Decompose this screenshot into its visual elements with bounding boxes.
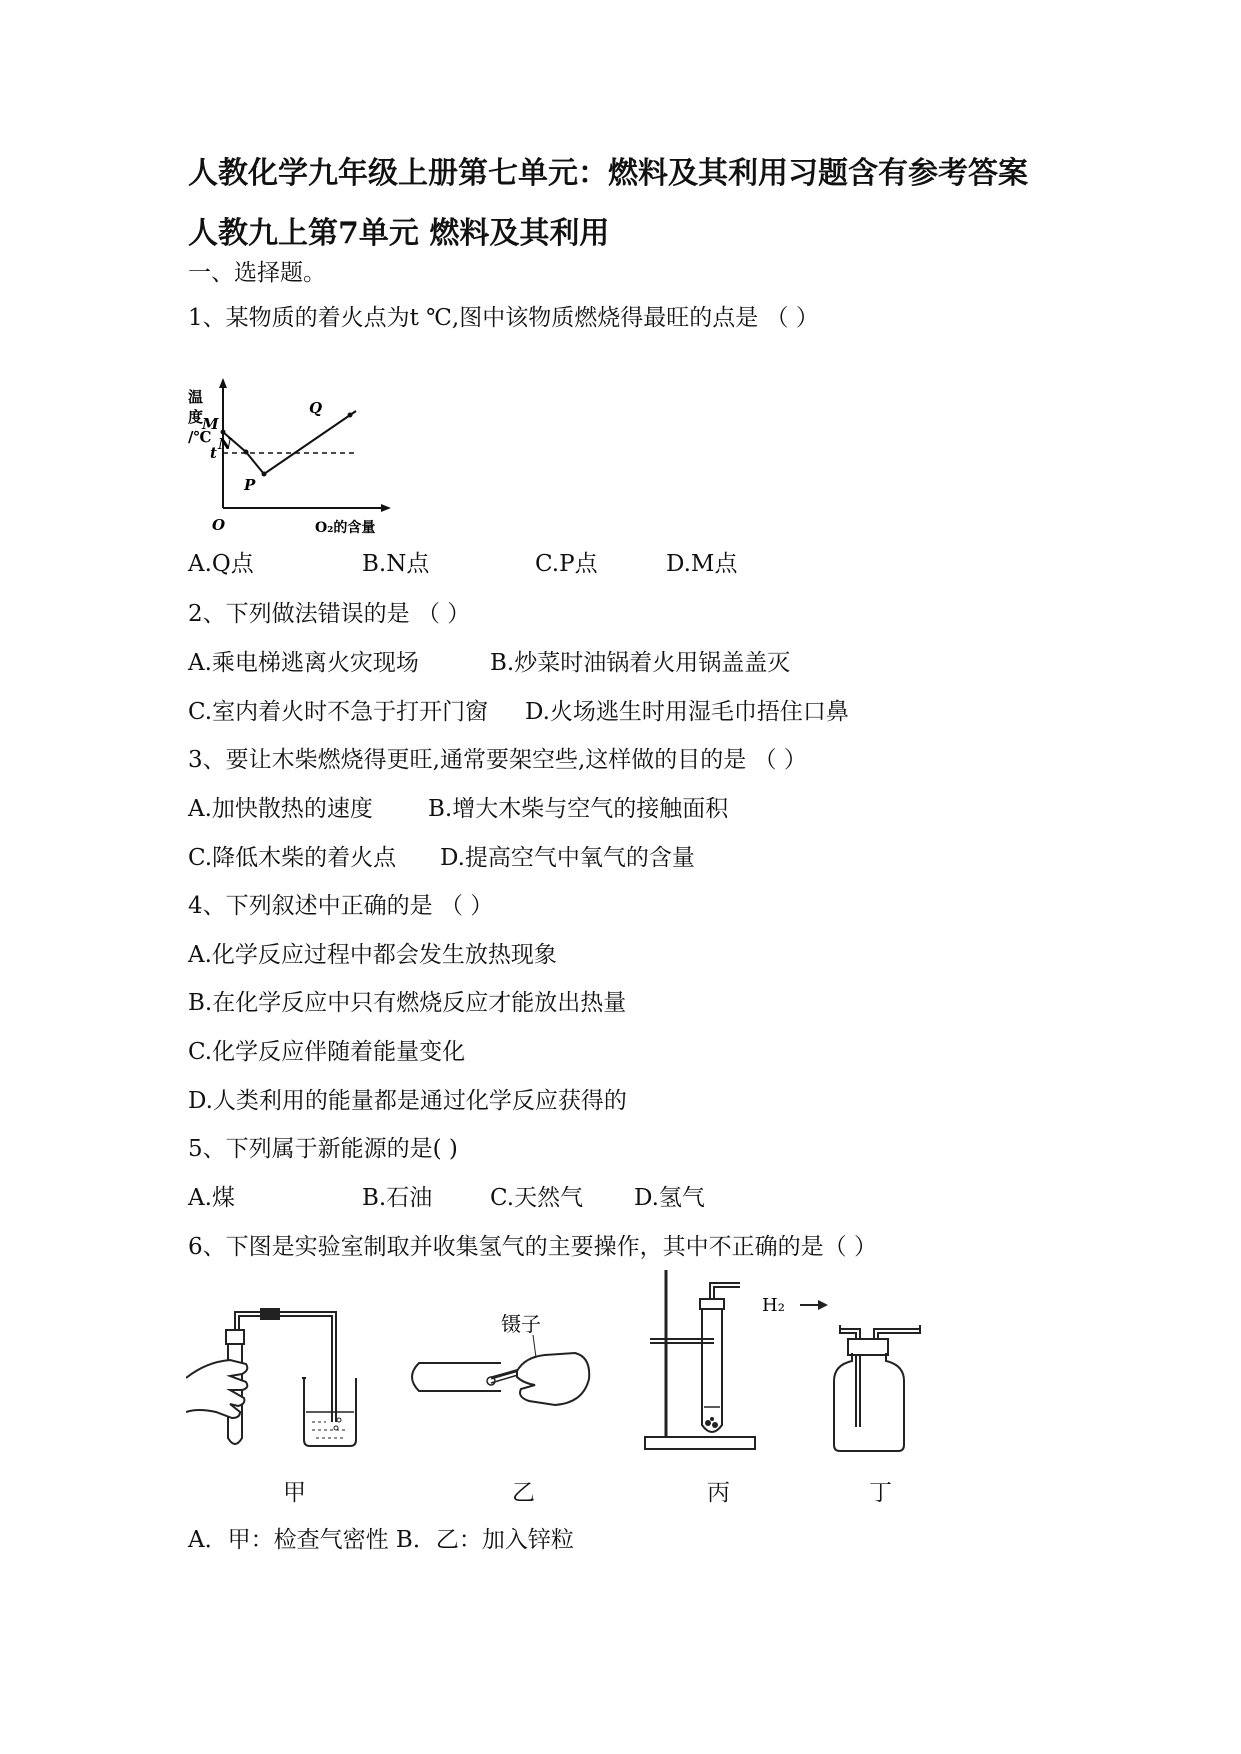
q2-option-b: B.炒菜时油锅着火用锅盖盖灭 — [490, 650, 791, 676]
q4-stem: 4、下列叙述中正确的是 （ ） — [188, 893, 494, 919]
q1-option-b: B.N点 — [362, 551, 430, 577]
figure-bing-reaction-setup — [640, 1265, 760, 1455]
q3-stem: 3、要让木柴燃烧得更旺,通常要架空些,这样做的目的是 （ ） — [188, 747, 807, 773]
figure-yi-adding-zinc — [405, 1305, 595, 1435]
caption-ding: 丁 — [869, 1480, 892, 1506]
label-N: N — [218, 435, 232, 453]
q6-options-line: A．甲：检查气密性 B．乙：加入锌粒 — [188, 1527, 574, 1553]
y-axis-arrow — [219, 378, 227, 388]
q4-option-a: A.化学反应过程中都会发生放热现象 — [188, 942, 557, 968]
label-M: M — [202, 415, 219, 433]
xlabel: O₂的含量 — [315, 520, 376, 536]
point-P — [262, 472, 267, 477]
q3-option-a: A.加快散热的速度 — [188, 796, 373, 822]
q3-option-b: B.增大木柴与空气的接触面积 — [428, 796, 729, 822]
q1-temperature-o2-graph — [188, 378, 398, 538]
point-N — [244, 450, 249, 455]
q5-option-a: A.煤 — [188, 1185, 235, 1211]
q1-option-c: C.P点 — [535, 551, 598, 577]
q3-option-d: D.提高空气中氧气的含量 — [440, 845, 695, 871]
q1-stem: 1、某物质的着火点为t ℃,图中该物质燃烧得最旺的点是 （ ） — [188, 305, 819, 331]
figure-ding-gas-collection — [760, 1285, 930, 1455]
caption-yi: 乙 — [512, 1480, 535, 1506]
h2-label: H₂ — [762, 1295, 785, 1316]
ylabel-1: 温 — [188, 388, 204, 406]
temperature-curve — [223, 411, 356, 474]
document-subtitle: 人教九上第7单元 燃料及其利用 — [188, 216, 610, 251]
label-Q: Q — [309, 399, 323, 417]
point-M — [221, 430, 226, 435]
figure-jia-airtightness-check — [186, 1300, 366, 1455]
q2-option-c: C.室内着火时不急于打开门窗 — [188, 699, 489, 725]
label-P: P — [244, 476, 256, 494]
q4-option-b: B.在化学反应中只有燃烧反应才能放出热量 — [188, 990, 627, 1016]
caption-bing: 丙 — [707, 1480, 730, 1506]
q1-option-d: D.M点 — [666, 551, 738, 577]
q4-option-d: D.人类利用的能量都是通过化学反应获得的 — [188, 1088, 627, 1114]
q3-option-c: C.降低木柴的着火点 — [188, 845, 397, 871]
q5-stem: 5、下列属于新能源的是( ) — [188, 1136, 458, 1162]
section-heading: 一、选择题。 — [188, 260, 326, 286]
tweezers-label: 镊子 — [501, 1312, 541, 1336]
caption-jia: 甲 — [283, 1480, 306, 1506]
q5-option-b: B.石油 — [362, 1185, 433, 1211]
label-t: t — [210, 444, 217, 462]
q2-stem: 2、下列做法错误的是 （ ） — [188, 601, 471, 627]
ylabel-2: 度 — [188, 408, 204, 426]
document-title: 人教化学九年级上册第七单元：燃料及其利用习题含有参考答案 — [188, 156, 1028, 191]
point-Q — [348, 413, 353, 418]
q6-stem: 6、下图是实验室制取并收集氢气的主要操作，其中不正确的是（ ） — [188, 1234, 877, 1260]
q4-option-c: C.化学反应伴随着能量变化 — [188, 1039, 466, 1065]
label-origin: O — [212, 516, 226, 534]
q5-option-c: C.天然气 — [490, 1185, 584, 1211]
ylabel-3: /℃ — [188, 428, 212, 446]
q2-option-a: A.乘电梯逃离火灾现场 — [188, 650, 419, 676]
q1-option-a: A.Q点 — [188, 551, 254, 577]
x-axis-arrow — [381, 504, 391, 512]
q2-option-d: D.火场逃生时用湿毛巾捂住口鼻 — [525, 699, 849, 725]
q5-option-d: D.氢气 — [634, 1185, 705, 1211]
